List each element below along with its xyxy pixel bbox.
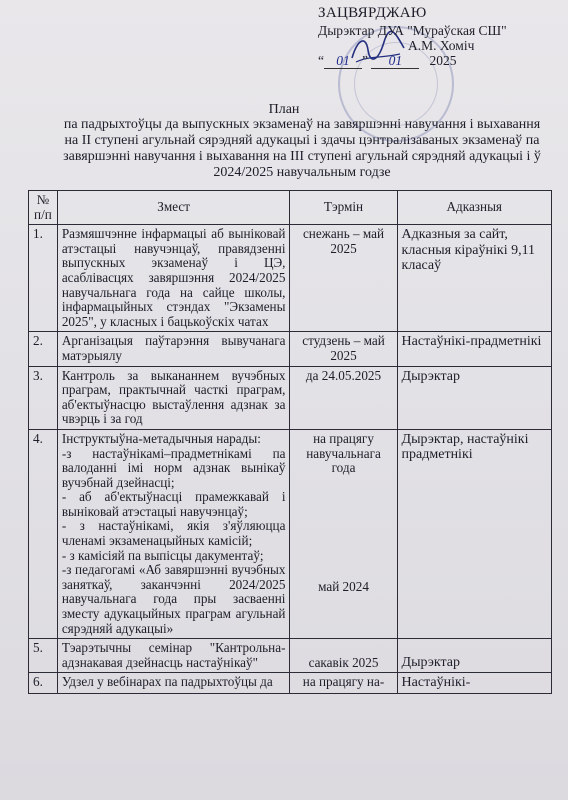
- table-header-row: [29, 191, 552, 225]
- approval-date-day: 01: [324, 53, 362, 69]
- plan-title: План: [268, 102, 300, 117]
- plan-table: [28, 190, 552, 694]
- header-num: № п/п: [29, 191, 58, 225]
- content-item: -з настаўнікамі–прадметнікамі па валоданні імі норм адзнак вынікаў вучэбнай дзейнасці;: [61, 445, 286, 490]
- table-row: [29, 639, 552, 673]
- content-item: - з настаўнікамі, якія з'яўляюцца членамі экзаменацыйных камісій;: [61, 518, 286, 549]
- row-term: да 24.05.2025: [290, 366, 397, 429]
- table-row: [29, 673, 552, 694]
- row-num: 1.: [29, 225, 58, 332]
- row-num: 5.: [29, 639, 58, 673]
- row-responsible: Дырэктар, настаўнікі прадметнікі: [397, 429, 551, 638]
- row-content: Тэарэтычны семінар "Кантрольна-адзнакавая дзейнасць настаўнікаў": [57, 639, 290, 673]
- content-item: - з камісіяй па выпісцы дакументаў;: [61, 547, 264, 563]
- row-responsible: Адказныя за сайт, класныя кіраўнікі 9,11 класаў: [397, 225, 551, 332]
- row-responsible: Дырэктар: [397, 366, 551, 429]
- row-responsible: Дырэктар: [397, 639, 551, 673]
- plan-subtitle: па падрыхтоўцы да выпускных экзаменаў на завяршэнні навучання і выхавання на ІІ ступені агульнай сярэдняй адукацыі і здачы цэнтралізаваных экзаменаў па завяршэнні навучання і выхавання на ІІІ ступені агульнай сярэдняй адукацыі і ў 2024/2025 навучальным годзе: [63, 117, 541, 180]
- row-term: [290, 429, 397, 638]
- row-content: Кантроль за выкананнем вучэбных праграм, практычнай часткі праграм, аб'ектыўнасцю выстаўлення адзнак за чвэрць і за год: [57, 366, 290, 429]
- table-row: [29, 366, 552, 429]
- approval-block: [318, 6, 558, 69]
- content-item: Інструктыўна-метадычныя нарады:: [61, 430, 261, 446]
- header-content: Змест: [57, 191, 290, 225]
- row-term-primary: на працягу навучальнага года: [306, 430, 381, 476]
- table-row: [29, 332, 552, 366]
- row-term: на працягу на-: [290, 673, 397, 694]
- row-num: 3.: [29, 366, 58, 429]
- row-term-secondary: май 2024: [318, 578, 369, 594]
- approval-heading: ЗАЦВЯРДЖАЮ: [318, 5, 427, 21]
- row-num: 4.: [29, 429, 58, 638]
- header-term: Тэрмін: [290, 191, 397, 225]
- header-responsible: Адказныя: [397, 191, 551, 225]
- table-row: [29, 429, 552, 638]
- row-content: Размяшчэнне інфармацыі аб выніковай атэстацыі навучэнцаў, правядзенні выпускных экзаменаў і ЦЭ, асаблівасцях завяршэння 2024/2025 навучальнага года на сайце школы, інфармацыйных стэндах "Экзамены 2025", у класных і бацькоўскіх чатах: [57, 225, 290, 332]
- row-content: Удзел у вебінарах па падрыхтоўцы да: [57, 673, 290, 694]
- row-term: сакавік 2025: [290, 639, 397, 673]
- row-num: 6.: [29, 673, 58, 694]
- approval-date-year: 2025: [429, 53, 457, 68]
- row-term: студзень – май 2025: [290, 332, 397, 366]
- row-responsible: Настаўнікі-прадметнікі: [397, 332, 551, 366]
- approval-date: “ 01 ” 01 2025: [318, 53, 457, 68]
- content-item: - аб аб'ектыўнасці прамежкавай і выніковай атэстацыі навучэнцаў;: [61, 489, 286, 519]
- approval-position: Дырэктар ДУА "Мураўская СШ": [318, 23, 507, 38]
- row-responsible: Настаўнікі-: [397, 673, 551, 694]
- table-row: [29, 225, 552, 332]
- approval-name: А.М. Хоміч: [408, 38, 475, 53]
- row-content: Арганізацыя паўтарэння вывучанага матэрыялу: [57, 332, 290, 366]
- approval-date-month: 01: [371, 53, 419, 69]
- content-item: -з педагогамі «Аб завяршэнні вучэбных заняткаў, заканчэнні 2024/2025 навучальнага года пры засваенні зместу адукацыйных праграм агульнай сярэдняй адукацыі»: [61, 562, 286, 636]
- row-content: [57, 429, 290, 638]
- row-term: снежань – май 2025: [290, 225, 397, 332]
- row-num: 2.: [29, 332, 58, 366]
- term-spacer: [294, 476, 392, 580]
